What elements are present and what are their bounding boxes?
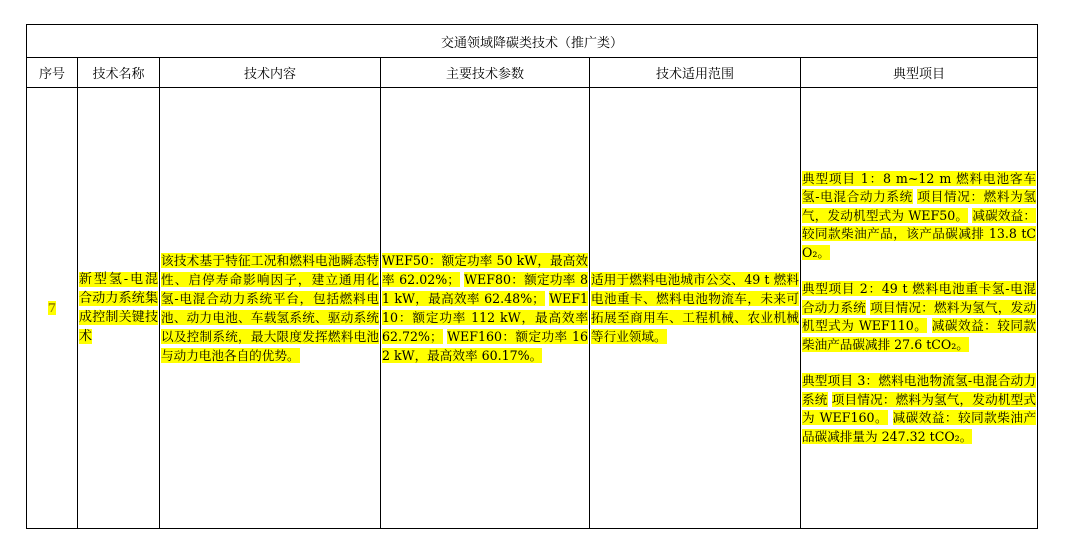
project-situation: 项目情况：燃料为氢气，发动机型式为 WEF110。 [802,299,1037,334]
header-scope: 技术适用范围 [590,58,801,88]
technology-table [26,24,1038,529]
row-number: 7 [47,301,57,315]
scope-text: 适用于燃料电池城市公交、49 t 燃料电池重卡、燃料电池物流车，未来可拓展至商用车、工程机械、农业机械等行业领域。 [591,272,799,344]
tech-name-cell [78,88,160,529]
projects-cell [801,88,1038,529]
table-title: 交通领域降碳类技术（推广类） [27,25,1038,58]
params-cell [381,88,590,529]
project-title: 典型项目 3：燃料电池物流氢-电混合动力系统 [802,373,1037,407]
param-item: WEF50：额定功率 50 kW，最高效率 62.02%； [382,253,588,287]
tech-content: 该技术基于特征工况和燃料电池瞬态特性、启停寿命影响因子，建立通用化氢-电混合动力系统平台，包括燃料电池、动力电池、车载氢系统、驱动系统以及控制系统，最大限度发挥燃料电池与动力电池各自的优势。 [161,253,379,363]
scope-cell [590,88,801,529]
tech-content-cell [160,88,381,529]
header-main-params: 主要技术参数 [381,58,590,88]
param-item: WEF80：额定功率 81 kW，最高效率 62.48%； [382,272,588,306]
project-situation: 项目情况：燃料为氢气，发动机型式为 WEF160。 [802,391,1037,426]
project-effect: 减碳效益：较同款柴油产品，该产品碳减排 13.8 tCO₂。 [802,207,1037,260]
header-tech-content: 技术内容 [160,58,381,88]
header-row [27,58,1038,88]
param-item: WEF110：额定功率 112 kW，最高效率 62.72%； [382,291,588,344]
header-number: 序号 [27,58,78,88]
tech-name: 新型氢-电混合动力系统集成控制关键技术 [79,272,158,344]
project-block [802,170,1036,263]
project-block [802,280,1036,354]
project-effect: 减碳效益：较同款柴油产品碳减排量为 247.32 tCO₂。 [802,410,1037,444]
project-situation: 项目情况：燃料为氢气，发动机型式为 WEF50。 [802,189,1037,223]
project-title: 典型项目 2：49 t 燃料电池重卡氢-电混合动力系统 [802,281,1037,315]
header-tech-name: 技术名称 [78,58,160,88]
project-effect: 减碳效益：较同款柴油产品碳减排 27.6 tCO₂。 [802,318,1037,352]
table-row [27,88,1038,529]
row-number-cell [27,88,78,529]
project-title: 典型项目 1：8 m~12 m 燃料电池客车氢-电混合动力系统 [802,170,1037,205]
header-typical-projects: 典型项目 [801,58,1038,88]
param-item: WEF160：额定功率 162 kW，最高效率 60.17%。 [382,329,588,363]
project-block [802,372,1036,446]
